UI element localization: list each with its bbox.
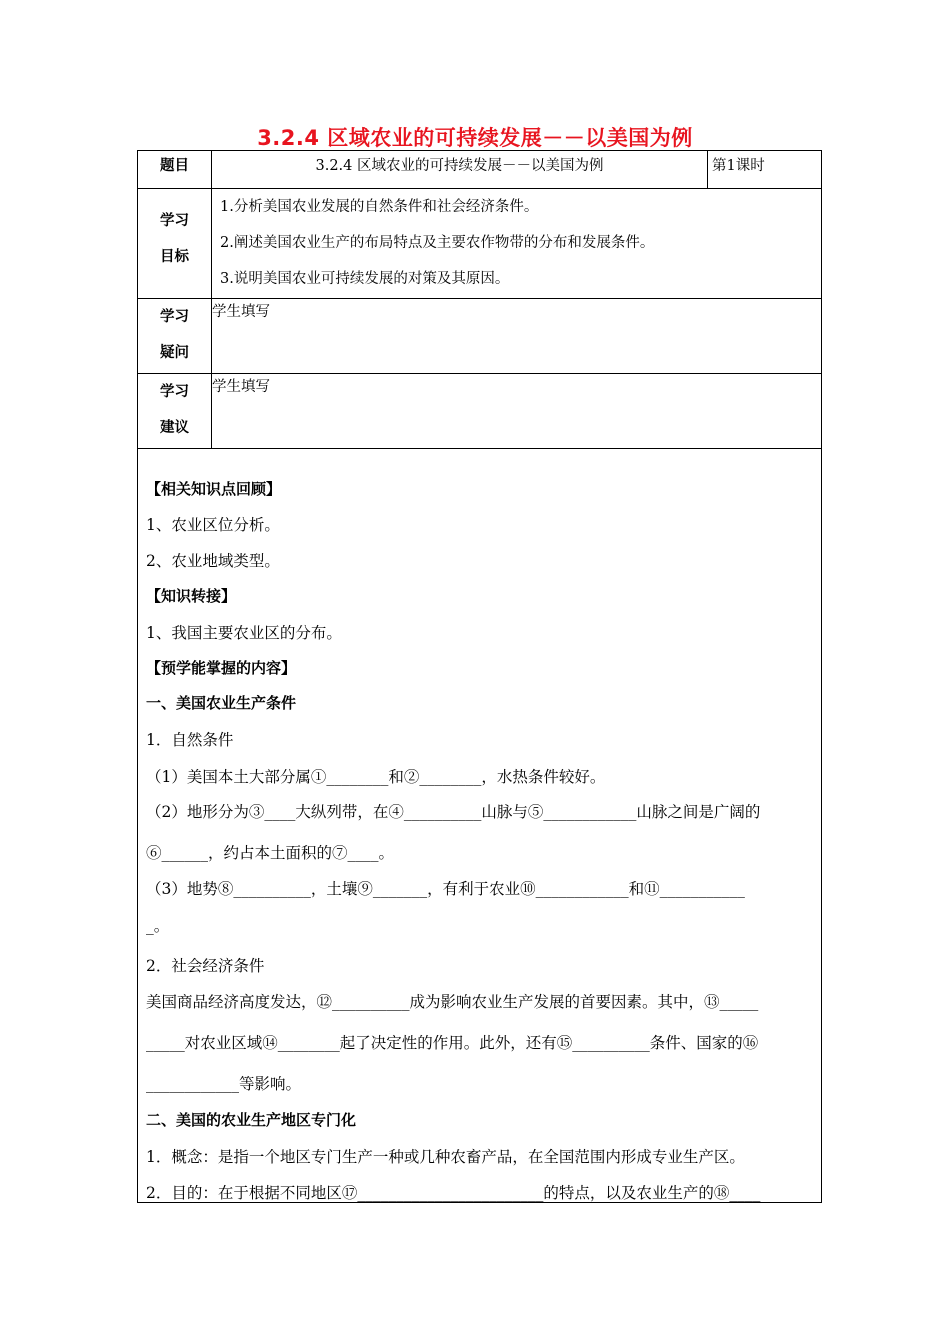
goal-item: 3.说明美国农业可持续发展的对策及其原因。 <box>220 271 510 287</box>
period-cell: 第1课时 <box>708 151 822 189</box>
section-heading-preview: 【预学能掌握的内容】 <box>146 659 297 677</box>
goal-list <box>212 189 822 299</box>
goal-item: 2.阐述美国农业生产的布局特点及主要农作物带的分布和发展条件。 <box>220 235 655 251</box>
advice-field[interactable]: 学生填写 <box>212 374 822 449</box>
fill-line: （2）地形分为③____大纵列带，在④__________山脉与⑤____________山脉之间是广阔的 <box>146 803 761 821</box>
heading-specialization: 二、美国的农业生产地区专门化 <box>146 1111 357 1129</box>
text-line: 1、我国主要农业区的分布。 <box>146 624 342 642</box>
heading-conditions: 一、美国农业生产条件 <box>146 694 297 712</box>
fill-line: ⑥______，约占本土面积的⑦____。 <box>146 844 395 862</box>
text-line: 1．概念：是指一个地区专门生产一种或几种农畜产品，在全国范围内形成专业生产区。 <box>146 1148 745 1166</box>
page-title: 3.2.4 区域农业的可持续发展－－以美国为例 <box>257 126 693 150</box>
text-line: 2、农业地域类型。 <box>146 552 280 570</box>
fill-line: （3）地势⑧__________，土壤⑨_______，有利于农业⑩____________和⑪___________ <box>146 880 745 898</box>
goal-item: 1.分析美国农业发展的自然条件和社会经济条件。 <box>220 199 539 215</box>
topic-value: 3.2.4 区域农业的可持续发展－－以美国为例 <box>212 151 708 189</box>
fill-line: _。 <box>146 917 170 935</box>
question-label: 学习 疑问 <box>138 299 212 374</box>
text-line: 1、农业区位分析。 <box>146 516 280 534</box>
fill-line: ____________等影响。 <box>146 1075 302 1093</box>
advice-label: 学习 建议 <box>138 374 212 449</box>
fill-line: _____对农业区域⑭________起了决定性的作用。此外，还有⑮__________条件、国家的⑯ <box>146 1034 759 1052</box>
section-heading-transfer: 【知识转接】 <box>146 587 237 605</box>
topic-label: 题目 <box>138 151 212 189</box>
content-box <box>137 448 822 1203</box>
goal-label: 学习 目标 <box>138 189 212 299</box>
text-line: 1．自然条件 <box>146 731 234 749</box>
question-field[interactable]: 学生填写 <box>212 299 822 374</box>
section-heading-review: 【相关知识点回顾】 <box>146 480 282 498</box>
fill-line: 美国商品经济高度发达，⑫__________成为影响农业生产发展的首要因素。其中，⑬_____ <box>146 993 759 1011</box>
text-line: 2．社会经济条件 <box>146 957 265 975</box>
fill-line: 2．目的：在于根据不同地区⑰________________________的特点，以及农业生产的⑱____ <box>146 1184 761 1202</box>
header-table <box>137 150 822 449</box>
fill-line: （1）美国本土大部分属①________和②________，水热条件较好。 <box>146 768 606 786</box>
